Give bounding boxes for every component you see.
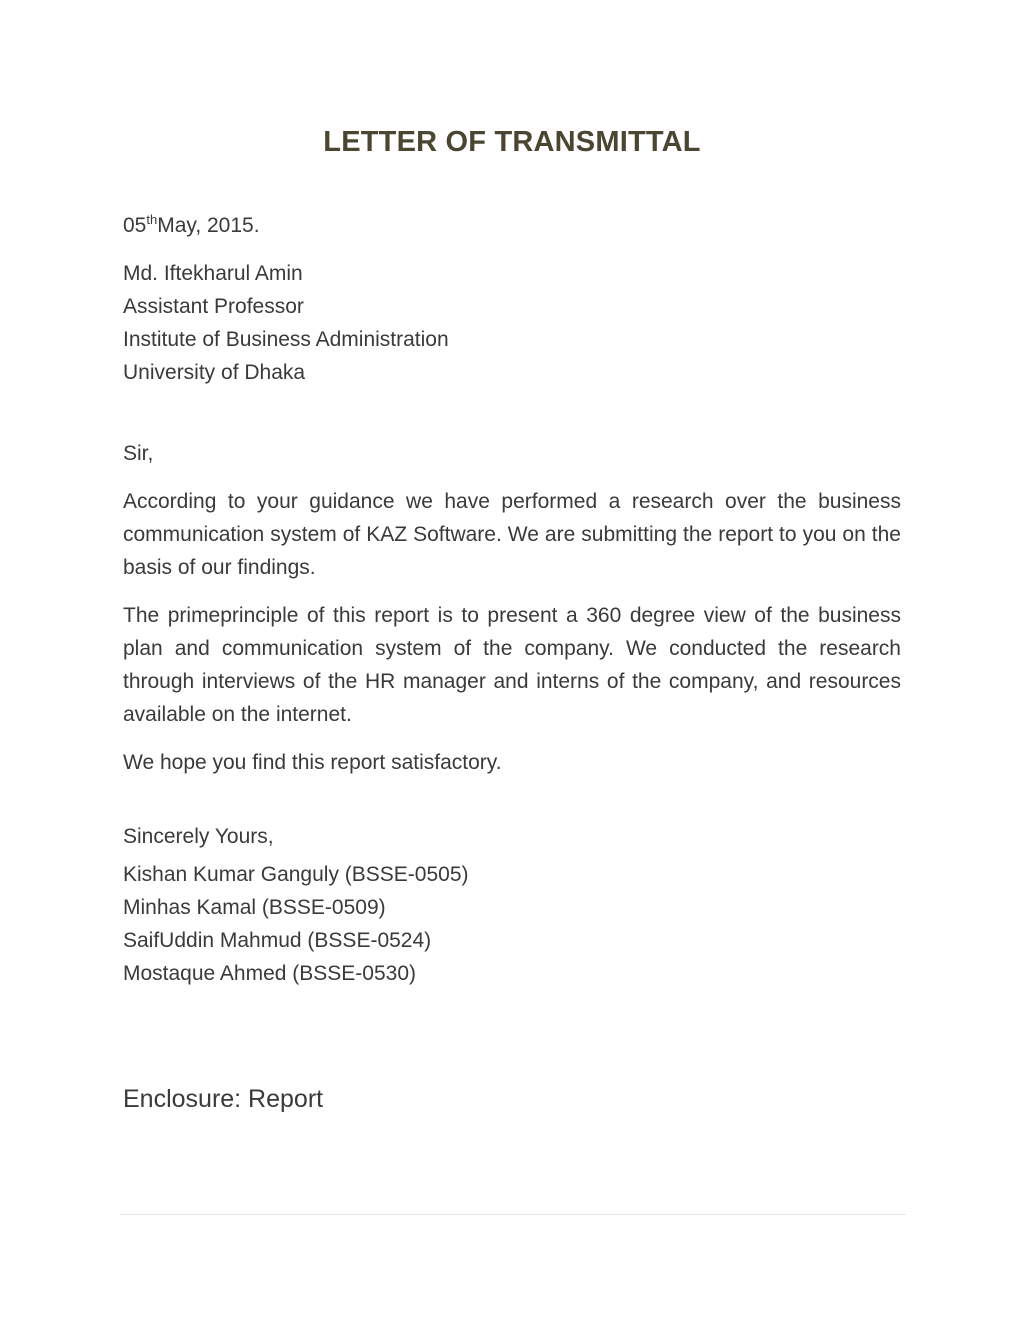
- salutation: Sir,: [123, 442, 154, 465]
- footer-divider: [120, 1214, 906, 1215]
- letter-date: [123, 209, 901, 242]
- closing: Sincerely Yours,: [123, 825, 274, 848]
- recipient-address: [123, 257, 901, 389]
- body-paragraph-3: We hope you find this report satisfactory.: [123, 751, 502, 774]
- signer: SaifUddin Mahmud (BSSE-0524): [123, 929, 432, 952]
- recipient-position: Assistant Professor: [123, 295, 304, 318]
- letter-title: LETTER OF TRANSMITTAL: [323, 126, 701, 158]
- recipient-university: University of Dhaka: [123, 361, 306, 384]
- recipient-institute: Institute of Business Administration: [123, 328, 449, 351]
- date-day: 05: [123, 214, 147, 237]
- enclosure-note: Enclosure: Report: [123, 1085, 324, 1113]
- date-suffix: th: [146, 212, 158, 227]
- signer: Mostaque Ahmed (BSSE-0530): [123, 962, 416, 985]
- signer: Kishan Kumar Ganguly (BSSE-0505): [123, 863, 469, 886]
- date-rest: May, 2015.: [157, 214, 260, 237]
- recipient-name: Md. Iftekharul Amin: [123, 262, 303, 285]
- signer: Minhas Kamal (BSSE-0509): [123, 896, 386, 919]
- body-paragraph-2: The primeprinciple of this report is to present a 360 degree view of the business plan and communication system of the company. We conducted the research through interviews of the HR manager and interns of the company, and resources available on the internet.: [123, 604, 901, 726]
- body-paragraph-1: According to your guidance we have performed a research over the business communication system of KAZ Software. We are submitting the report to you on the basis of our findings.: [123, 490, 901, 579]
- signers-list: [123, 858, 901, 990]
